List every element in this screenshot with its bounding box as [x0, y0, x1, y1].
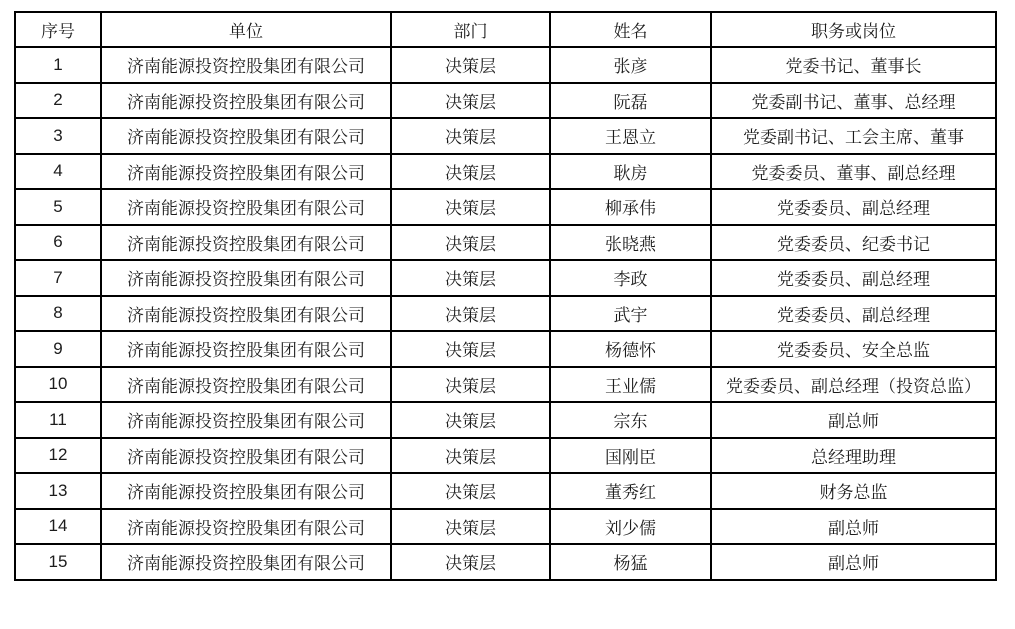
cell-name: 李政 [550, 260, 711, 296]
cell-unit: 济南能源投资控股集团有限公司 [101, 225, 391, 261]
cell-position: 财务总监 [711, 473, 996, 509]
column-header-name: 姓名 [550, 12, 711, 47]
cell-index: 9 [15, 331, 101, 367]
cell-position: 副总师 [711, 402, 996, 438]
table-row [15, 331, 996, 367]
cell-dept: 决策层 [391, 367, 550, 403]
cell-index: 1 [15, 47, 101, 83]
cell-index: 3 [15, 118, 101, 154]
cell-position: 总经理助理 [711, 438, 996, 474]
cell-position: 党委委员、副总经理 [711, 260, 996, 296]
cell-position: 党委副书记、董事、总经理 [711, 83, 996, 119]
cell-unit: 济南能源投资控股集团有限公司 [101, 154, 391, 190]
cell-position: 副总师 [711, 509, 996, 545]
cell-name: 刘少儒 [550, 509, 711, 545]
cell-unit: 济南能源投资控股集团有限公司 [101, 438, 391, 474]
cell-name: 张彦 [550, 47, 711, 83]
cell-name: 柳承伟 [550, 189, 711, 225]
table-row [15, 189, 996, 225]
cell-index: 13 [15, 473, 101, 509]
table-row [15, 438, 996, 474]
cell-dept: 决策层 [391, 260, 550, 296]
cell-name: 宗东 [550, 402, 711, 438]
cell-dept: 决策层 [391, 189, 550, 225]
cell-name: 王业儒 [550, 367, 711, 403]
table-row [15, 154, 996, 190]
cell-name: 国刚臣 [550, 438, 711, 474]
cell-unit: 济南能源投资控股集团有限公司 [101, 296, 391, 332]
cell-name: 杨猛 [550, 544, 711, 580]
cell-index: 10 [15, 367, 101, 403]
cell-unit: 济南能源投资控股集团有限公司 [101, 331, 391, 367]
cell-name: 武宇 [550, 296, 711, 332]
cell-dept: 决策层 [391, 118, 550, 154]
cell-unit: 济南能源投资控股集团有限公司 [101, 260, 391, 296]
cell-index: 6 [15, 225, 101, 261]
cell-index: 4 [15, 154, 101, 190]
cell-dept: 决策层 [391, 473, 550, 509]
cell-unit: 济南能源投资控股集团有限公司 [101, 402, 391, 438]
cell-name: 阮磊 [550, 83, 711, 119]
cell-name: 王恩立 [550, 118, 711, 154]
cell-unit: 济南能源投资控股集团有限公司 [101, 118, 391, 154]
table-body [15, 47, 996, 580]
table-row [15, 296, 996, 332]
column-header-dept: 部门 [391, 12, 550, 47]
cell-unit: 济南能源投资控股集团有限公司 [101, 189, 391, 225]
table-row [15, 118, 996, 154]
cell-position: 党委书记、董事长 [711, 47, 996, 83]
cell-position: 党委委员、副总经理 [711, 189, 996, 225]
cell-position: 党委委员、纪委书记 [711, 225, 996, 261]
header-row [15, 12, 996, 47]
personnel-table [14, 11, 997, 581]
table-row [15, 402, 996, 438]
cell-dept: 决策层 [391, 331, 550, 367]
cell-dept: 决策层 [391, 47, 550, 83]
cell-index: 11 [15, 402, 101, 438]
table-row [15, 260, 996, 296]
cell-index: 15 [15, 544, 101, 580]
cell-dept: 决策层 [391, 154, 550, 190]
table-row [15, 225, 996, 261]
cell-index: 5 [15, 189, 101, 225]
cell-position: 副总师 [711, 544, 996, 580]
cell-dept: 决策层 [391, 83, 550, 119]
table-row [15, 544, 996, 580]
column-header-position: 职务或岗位 [711, 12, 996, 47]
cell-position: 党委副书记、工会主席、董事 [711, 118, 996, 154]
table-header [15, 12, 996, 47]
cell-name: 董秀红 [550, 473, 711, 509]
cell-unit: 济南能源投资控股集团有限公司 [101, 83, 391, 119]
cell-name: 张晓燕 [550, 225, 711, 261]
cell-name: 杨德怀 [550, 331, 711, 367]
cell-position: 党委委员、董事、副总经理 [711, 154, 996, 190]
cell-dept: 决策层 [391, 402, 550, 438]
cell-dept: 决策层 [391, 296, 550, 332]
cell-name: 耿房 [550, 154, 711, 190]
table-row [15, 509, 996, 545]
table-row [15, 83, 996, 119]
cell-unit: 济南能源投资控股集团有限公司 [101, 473, 391, 509]
cell-position: 党委委员、安全总监 [711, 331, 996, 367]
table-row [15, 367, 996, 403]
cell-dept: 决策层 [391, 438, 550, 474]
cell-index: 7 [15, 260, 101, 296]
table-row [15, 47, 996, 83]
cell-unit: 济南能源投资控股集团有限公司 [101, 367, 391, 403]
cell-unit: 济南能源投资控股集团有限公司 [101, 544, 391, 580]
column-header-index: 序号 [15, 12, 101, 47]
cell-dept: 决策层 [391, 544, 550, 580]
cell-unit: 济南能源投资控股集团有限公司 [101, 47, 391, 83]
cell-position: 党委委员、副总经理 [711, 296, 996, 332]
cell-index: 12 [15, 438, 101, 474]
cell-unit: 济南能源投资控股集团有限公司 [101, 509, 391, 545]
column-header-unit: 单位 [101, 12, 391, 47]
cell-index: 2 [15, 83, 101, 119]
cell-dept: 决策层 [391, 225, 550, 261]
cell-index: 8 [15, 296, 101, 332]
cell-dept: 决策层 [391, 509, 550, 545]
table-row [15, 473, 996, 509]
cell-index: 14 [15, 509, 101, 545]
cell-position: 党委委员、副总经理（投资总监） [711, 367, 996, 403]
